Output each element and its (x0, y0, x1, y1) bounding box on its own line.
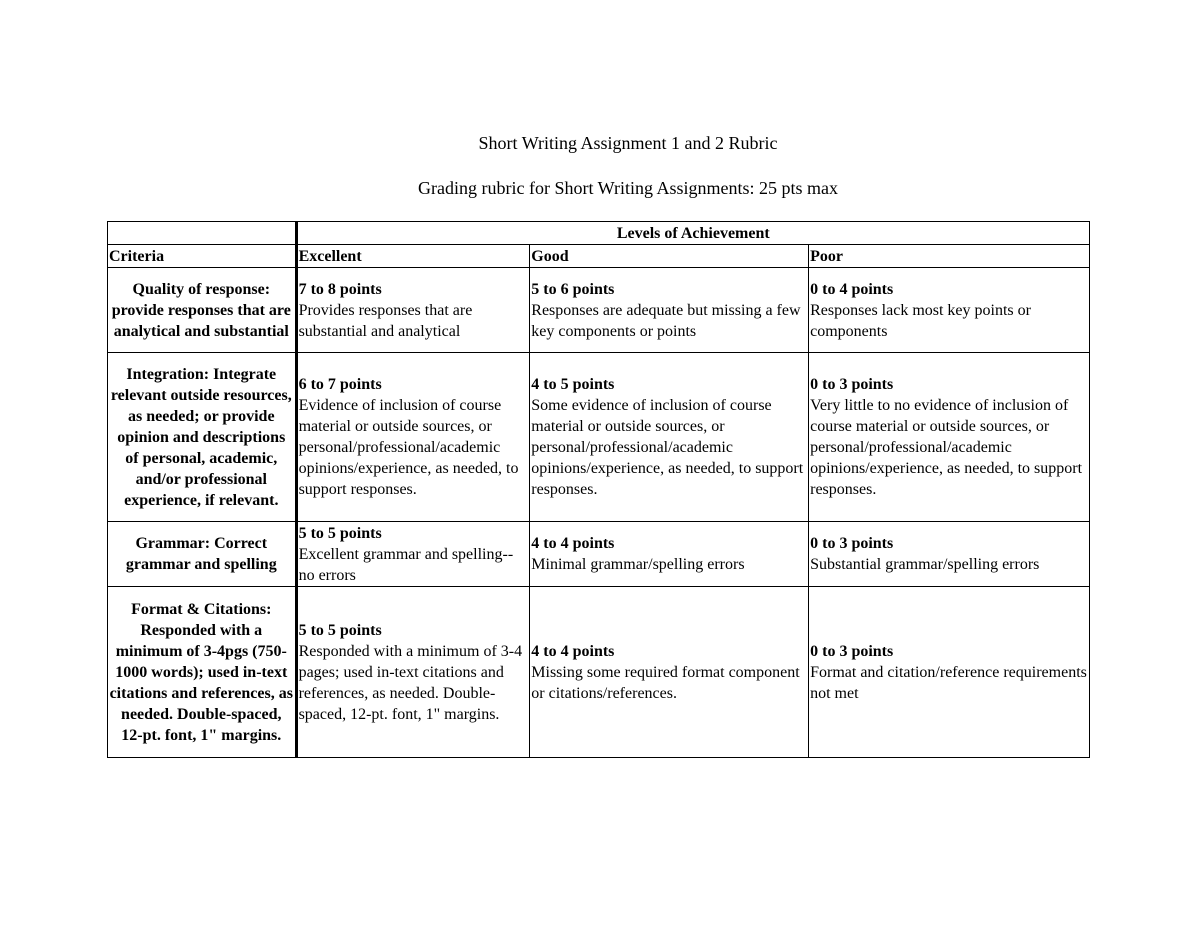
description-text: Missing some required format component or citations/references. (531, 663, 800, 702)
criteria-header: Criteria (108, 245, 297, 268)
table-row (108, 522, 1090, 587)
document-subtitle: Grading rubric for Short Writing Assignments: 25 pts max (418, 178, 838, 198)
poor-cell (809, 268, 1090, 353)
points-label: 7 to 8 points (298, 280, 382, 298)
good-cell (530, 353, 809, 522)
good-cell (530, 587, 809, 758)
poor-cell (809, 353, 1090, 522)
description-text: Responded with a minimum of 3-4 pages; used in-text citations and references, as needed. Double-spaced, 12-pt. font, 1" margins. (298, 642, 523, 723)
document-title: Short Writing Assignment 1 and 2 Rubric (478, 133, 778, 153)
poor-cell (809, 587, 1090, 758)
good-cell (530, 268, 809, 353)
criteria-cell: Format & Citations: Responded with a minimum of 3-4pgs (750-1000 words); used in-text citations and references, as needed. Double-spaced, 12-pt. font, 1" margins. (108, 587, 297, 758)
points-label: 4 to 4 points (531, 535, 615, 552)
description-text: Very little to no evidence of inclusion of course material or outside sources, or personal/professional/academic opinions/experience, as needed, to support responses. (810, 397, 1083, 498)
points-label: 0 to 3 points (810, 642, 894, 660)
excellent-cell (296, 268, 530, 353)
table-row (108, 587, 1090, 758)
good-cell (530, 522, 809, 587)
poor-header: Poor (809, 245, 1090, 268)
excellent-cell (296, 587, 530, 758)
points-label: 4 to 5 points (531, 376, 615, 393)
description-text: Some evidence of inclusion of course material or outside sources, or personal/professional/academic opinions/experience, as needed, to support responses. (531, 397, 804, 498)
criteria-cell: Grammar: Correct grammar and spelling (108, 522, 297, 587)
points-label: 0 to 3 points (810, 535, 894, 552)
criteria-cell: Integration: Integrate relevant outside resources, as needed; or provide opinion and descriptions of personal, academic, and/or professional experience, if relevant. (108, 353, 297, 522)
table-row (108, 353, 1090, 522)
poor-cell (809, 522, 1090, 587)
points-label: 5 to 5 points (298, 621, 382, 639)
description-text: Minimal grammar/spelling errors (531, 556, 745, 573)
points-label: 4 to 4 points (531, 642, 615, 660)
table-row (108, 268, 1090, 353)
points-label: 5 to 5 points (298, 524, 382, 542)
description-text: Evidence of inclusion of course material or outside sources, or personal/professional/academic opinions/experience, as needed, to support responses. (298, 397, 519, 498)
excellent-header: Excellent (296, 245, 530, 268)
column-header-row (108, 245, 1090, 268)
excellent-cell (296, 522, 530, 587)
points-label: 6 to 7 points (298, 376, 382, 393)
header-blank-cell (108, 222, 297, 245)
description-text: Excellent grammar and spelling--no errors (298, 545, 514, 584)
description-text: Responses are adequate but missing a few key components or points (531, 301, 801, 340)
points-label: 0 to 4 points (810, 280, 894, 298)
description-text: Responses lack most key points or components (810, 301, 1031, 340)
points-label: 0 to 3 points (810, 376, 894, 393)
levels-header-row (108, 222, 1090, 245)
levels-header: Levels of Achievement (296, 222, 1089, 245)
excellent-cell (296, 353, 530, 522)
good-header: Good (530, 245, 809, 268)
description-text: Format and citation/reference requirements not met (810, 663, 1087, 702)
description-text: Substantial grammar/spelling errors (810, 556, 1040, 573)
points-label: 5 to 6 points (531, 280, 615, 298)
criteria-cell: Quality of response: provide responses that are analytical and substantial (108, 268, 297, 353)
rubric-table (107, 221, 1090, 758)
description-text: Provides responses that are substantial and analytical (298, 301, 473, 340)
